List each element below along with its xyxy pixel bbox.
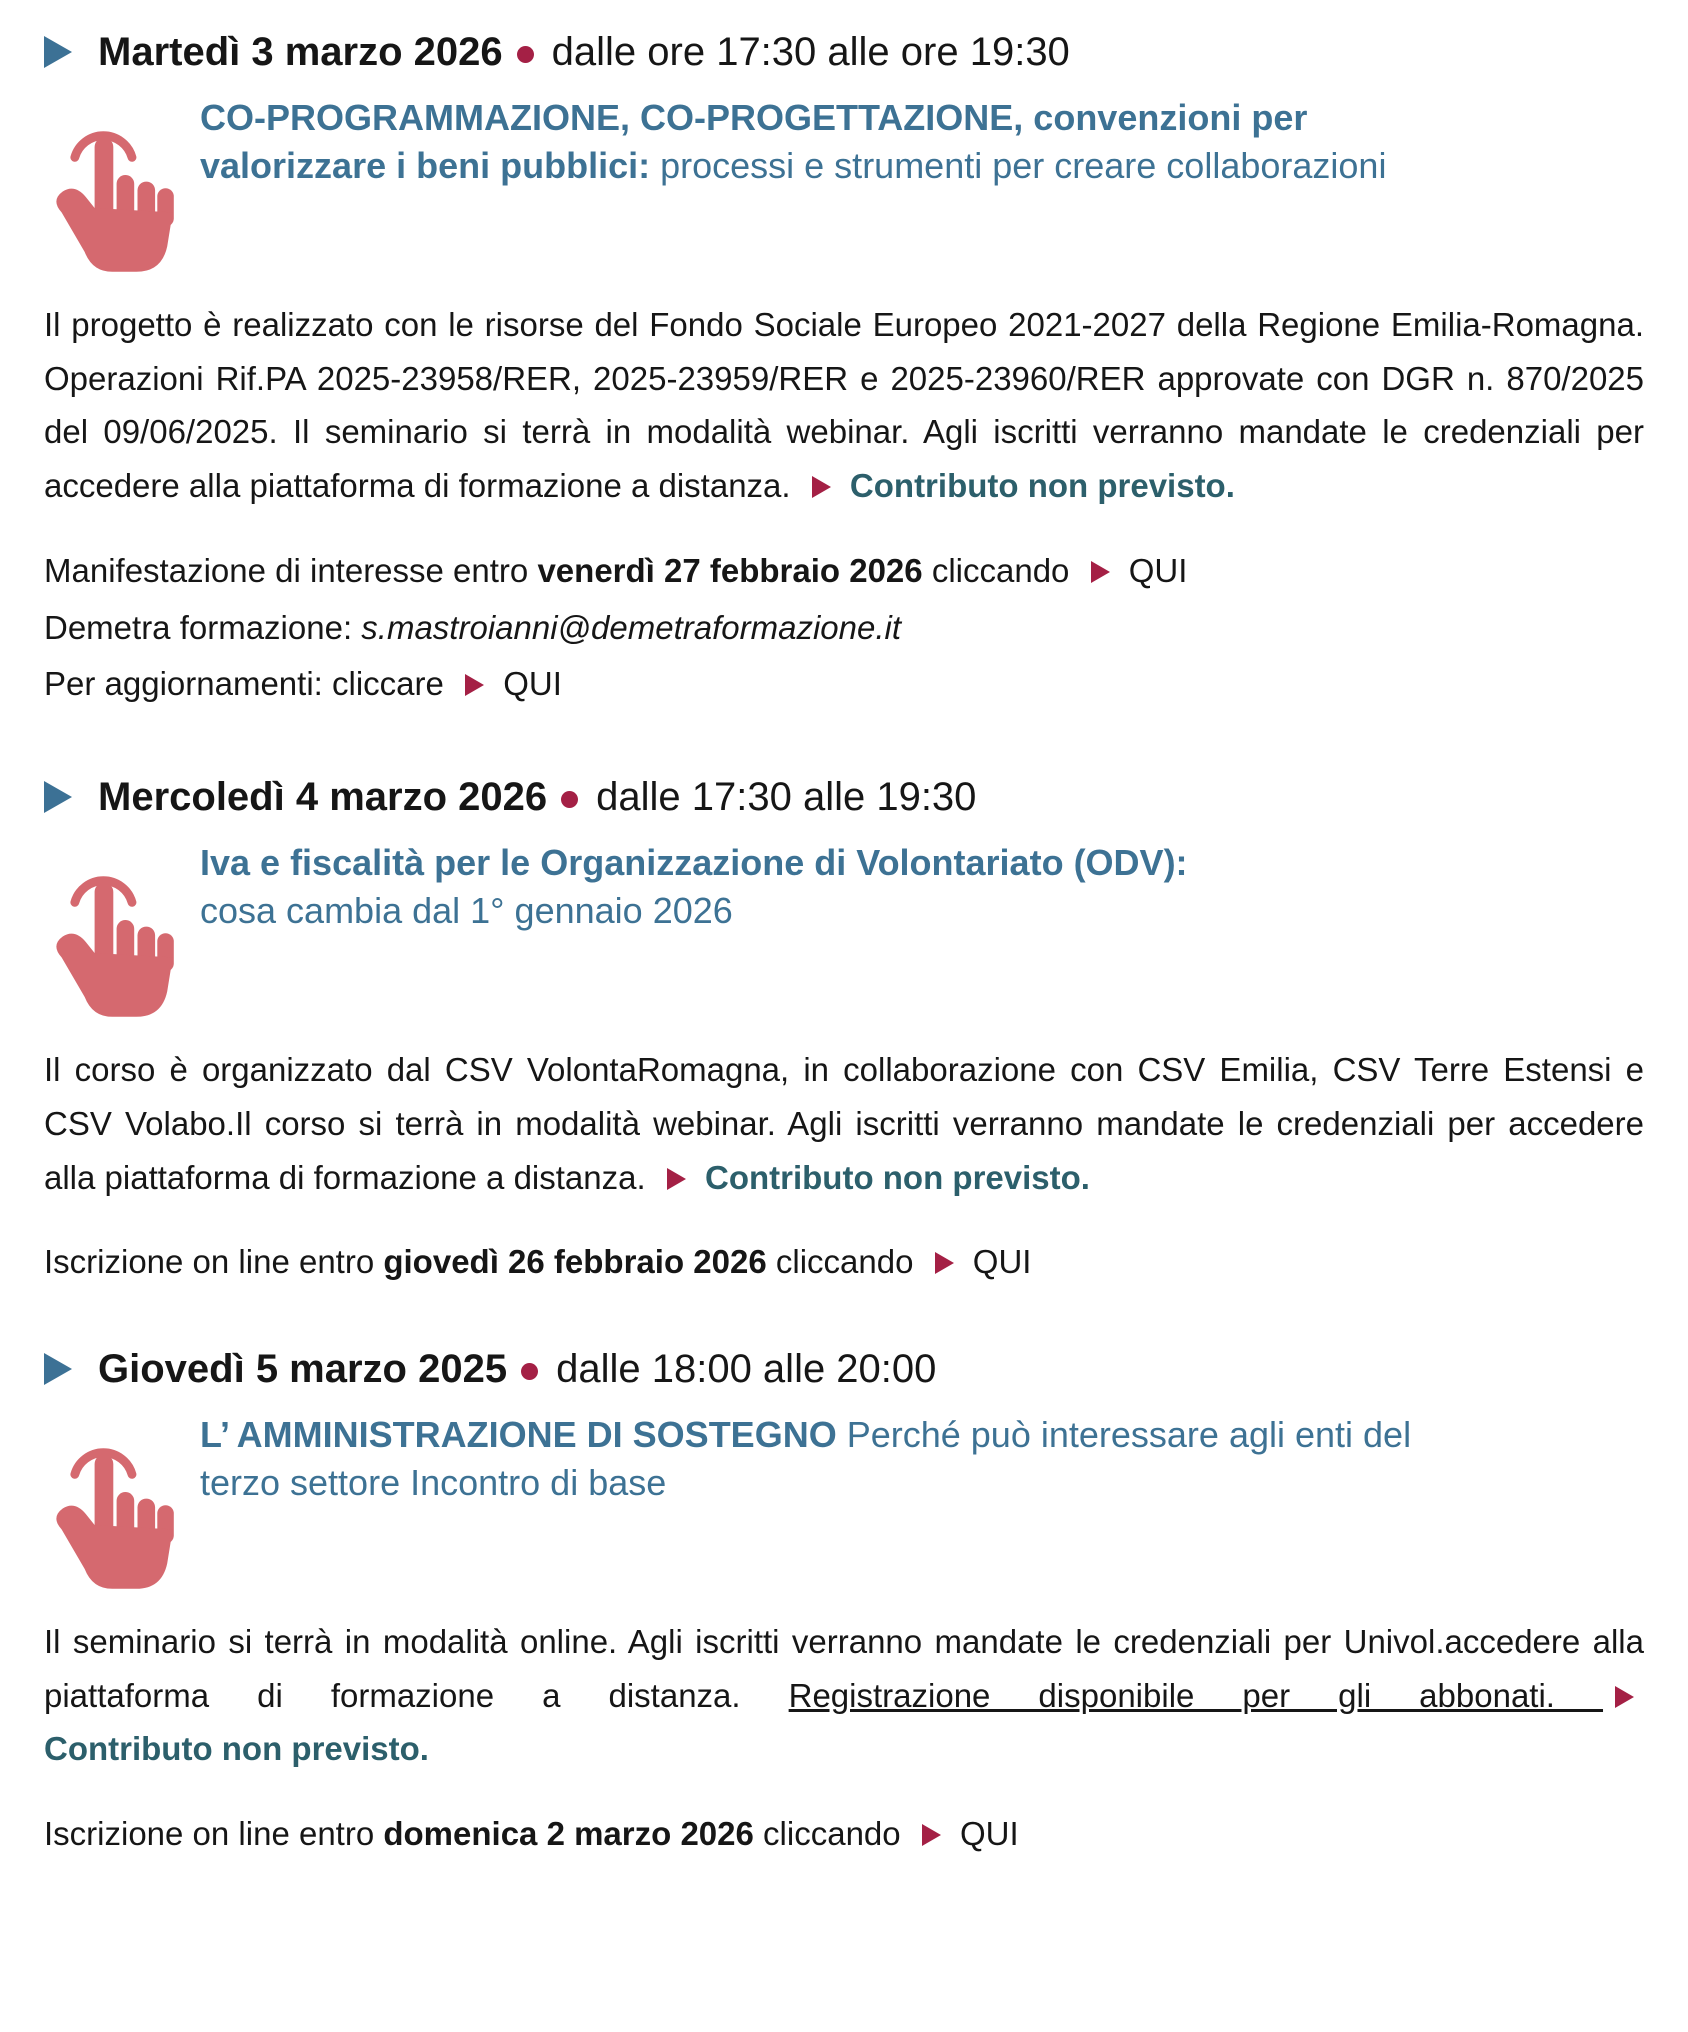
registration-post-text: cliccando <box>775 1243 914 1281</box>
event-1-time: dalle ore 17:30 alle ore 19:30 <box>551 30 1070 74</box>
event-2-date: Mercoledì 4 marzo 2026 <box>98 775 548 820</box>
event-1-title <box>200 92 1490 189</box>
event-3-underlined-text: Registrazione disponibile per gli abbonati. <box>788 1676 1604 1714</box>
red-arrow-icon <box>812 476 831 498</box>
red-arrow-icon <box>1615 1686 1634 1708</box>
event-2-registration-qui-link[interactable]: QUI <box>972 1243 1032 1281</box>
event-3-registration-line <box>44 1806 1644 1863</box>
registration-pre-text: Iscrizione on line entro <box>44 1815 375 1853</box>
bullet-dot-icon <box>521 1363 538 1380</box>
tap-hand-icon <box>44 1415 176 1589</box>
blue-triangle-icon <box>44 1353 72 1385</box>
event-1-updates-line <box>44 656 1644 713</box>
event-1-links <box>44 543 1644 713</box>
event-3-heading <box>44 1343 1644 1395</box>
tap-hand-icon <box>44 98 176 272</box>
event-3-time: dalle 18:00 alle 20:00 <box>556 1347 937 1392</box>
event-1-description <box>44 298 1644 513</box>
event-2-description <box>44 1043 1644 1204</box>
event-2-title-row <box>44 837 1644 1017</box>
registration-deadline: giovedì 26 febbraio 2026 <box>383 1243 767 1281</box>
event-2-title <box>200 837 1188 934</box>
red-arrow-icon <box>1091 561 1110 583</box>
event-3-title-row <box>44 1409 1644 1589</box>
contact-email-link[interactable]: s.mastroianni@demetraformazione.it <box>361 608 902 646</box>
event-3-registration-qui-link[interactable]: QUI <box>959 1815 1019 1853</box>
contact-label: Demetra formazione: <box>44 608 353 646</box>
event-3-description <box>44 1615 1644 1776</box>
event-1-updates-qui-link[interactable]: QUI <box>503 665 562 703</box>
blue-triangle-icon <box>44 36 72 68</box>
red-arrow-icon <box>465 674 484 696</box>
event-2-contribution-note: Contributo non previsto. <box>705 1158 1090 1196</box>
registration-deadline: venerdì 27 febbraio 2026 <box>537 551 923 589</box>
event-3-body-text: Il seminario si terrà in modalità online. Agli iscritti verranno mandate le credenziali per Univol.accedere alla piattaforma di formazione a distanza. <box>44 1622 1644 1714</box>
event-2-title-bold: Iva e fiscalità per le Organizzazione di Volontariato (ODV): <box>200 842 1188 884</box>
event-3-title-bold: L’ AMMINISTRAZIONE DI SOSTEGNO <box>200 1414 837 1456</box>
event-1-heading <box>44 26 1644 78</box>
event-1-body-text: Il progetto è realizzato con le risorse del Fondo Sociale Europeo 2021-2027 della Regione Emilia-Romagna. Operazioni Rif.PA 2025-23958/RER, 2025-23959/RER e 2025-23960/RER approvate con DGR n. 870/2025 del 09/06/2025. Il seminario si terrà in modalità webinar. Agli iscritti verranno mandate le credenziali per accedere alla piattaforma di formazione a distanza. <box>44 305 1644 505</box>
event-3-title <box>200 1409 1490 1506</box>
event-1-title-bold: CO-PROGRAMMAZIONE, CO-PROGETTAZIONE, convenzioni per valorizzare i beni pubblici: <box>200 97 1308 186</box>
registration-deadline: domenica 2 marzo 2026 <box>383 1815 754 1853</box>
event-2-registration-line <box>44 1234 1644 1291</box>
red-arrow-icon <box>667 1168 686 1190</box>
red-arrow-icon <box>922 1824 941 1846</box>
blue-triangle-icon <box>44 781 72 813</box>
event-2-time: dalle 17:30 alle 19:30 <box>596 775 977 820</box>
event-3-contribution-note: Contributo non previsto. <box>44 1730 429 1768</box>
event-1-contact-line <box>44 600 1644 657</box>
event-2-heading <box>44 771 1644 823</box>
event-3-title-regular: Perché può interessare agli enti del terzo settore Incontro di base <box>200 1414 1412 1503</box>
registration-pre-text: Manifestazione di interesse entro <box>44 551 529 589</box>
event-1-date: Martedì 3 marzo 2026 <box>98 30 503 74</box>
event-3-date: Giovedì 5 marzo 2025 <box>98 1347 508 1392</box>
updates-label: Per aggiornamenti: cliccare <box>44 665 444 703</box>
bullet-dot-icon <box>561 791 578 808</box>
tap-hand-icon <box>44 843 176 1017</box>
registration-pre-text: Iscrizione on line entro <box>44 1243 375 1281</box>
red-arrow-icon <box>935 1252 954 1274</box>
registration-post-text: cliccando <box>763 1815 901 1853</box>
bullet-dot-icon <box>517 46 534 63</box>
event-2-body-text: Il corso è organizzato dal CSV VolontaRomagna, in collaborazione con CSV Emilia, CSV Terre Estensi e CSV Volabo.Il corso si terrà in modalità webinar. Agli iscritti verranno mandate le credenziali per accedere alla piattaforma di formazione a distanza. <box>44 1050 1644 1196</box>
event-1-title-regular: processi e strumenti per creare collaborazioni <box>660 144 1387 186</box>
event-1-registration-line <box>44 543 1644 600</box>
event-1-title-row <box>44 92 1644 272</box>
event-2-title-regular: cosa cambia dal 1° gennaio 2026 <box>200 889 733 931</box>
registration-post-text: cliccando <box>931 551 1070 589</box>
event-1-contribution-note: Contributo non previsto. <box>849 467 1235 505</box>
event-1-registration-qui-link[interactable]: QUI <box>1128 551 1188 589</box>
